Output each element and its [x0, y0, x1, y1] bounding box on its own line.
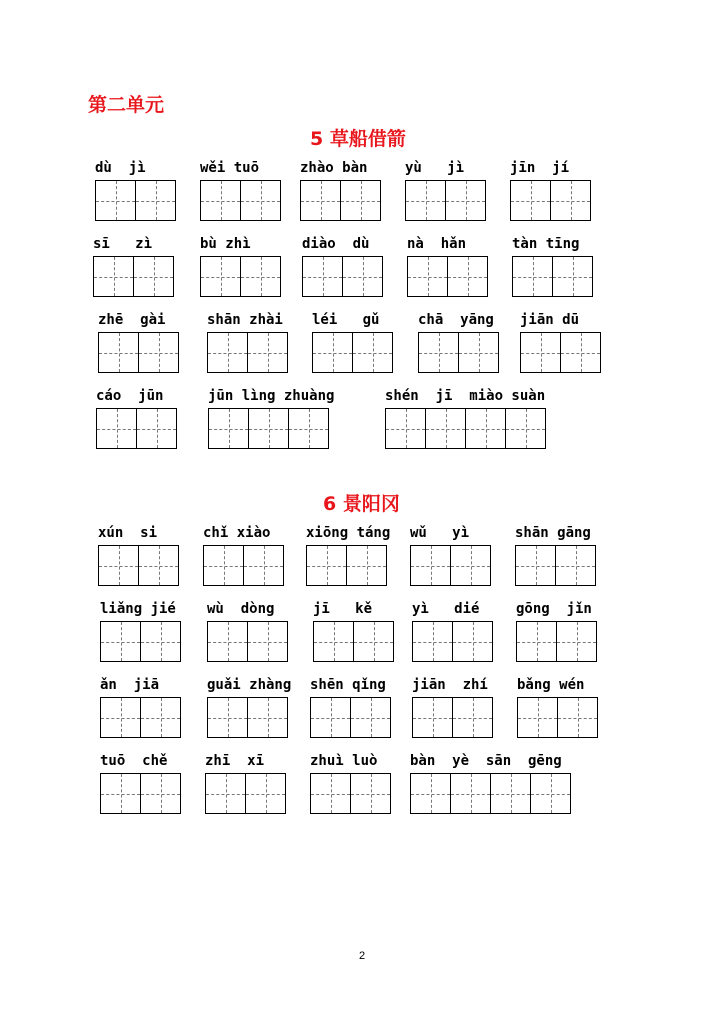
tianzige-box[interactable] [407, 256, 448, 297]
pinyin-label: xiōng táng [306, 525, 391, 541]
writing-grid [517, 697, 598, 738]
writing-grid [310, 773, 391, 814]
tianzige-box[interactable] [240, 180, 281, 221]
tianzige-box[interactable] [100, 697, 141, 738]
pinyin-label: jūn lìng zhuàng [208, 388, 335, 404]
tianzige-box[interactable] [98, 332, 139, 373]
tianzige-box[interactable] [200, 180, 241, 221]
writing-grid [412, 621, 493, 662]
tianzige-box[interactable] [350, 773, 391, 814]
tianzige-box[interactable] [342, 256, 383, 297]
writing-grid [407, 256, 488, 297]
tianzige-box[interactable] [450, 773, 491, 814]
pinyin-label: guǎi zhàng [207, 677, 292, 693]
writing-grid [520, 332, 601, 373]
pinyin-label: nà hǎn [407, 236, 467, 252]
tianzige-box[interactable] [418, 332, 459, 373]
pinyin-label: liǎng jié [100, 601, 176, 617]
tianzige-box[interactable] [306, 545, 347, 586]
tianzige-box[interactable] [240, 256, 281, 297]
tianzige-box[interactable] [100, 773, 141, 814]
tianzige-box[interactable] [310, 773, 351, 814]
tianzige-box[interactable] [302, 256, 343, 297]
tianzige-box[interactable] [557, 697, 598, 738]
pinyin-label: jī kě [313, 601, 373, 617]
pinyin-label: léi gǔ [312, 312, 380, 328]
tianzige-box[interactable] [350, 697, 391, 738]
writing-grid [205, 773, 286, 814]
writing-grid [405, 180, 486, 221]
pinyin-label: wǔ yì [410, 525, 470, 541]
writing-grid [200, 256, 281, 297]
writing-grid [98, 545, 179, 586]
writing-grid [306, 545, 387, 586]
pinyin-label: gōng jǐn [516, 601, 592, 617]
writing-grid [200, 180, 281, 221]
writing-grid [418, 332, 499, 373]
tianzige-box[interactable] [100, 621, 141, 662]
pinyin-label: zhī xī [205, 753, 265, 769]
pinyin-label: yù jì [405, 160, 465, 176]
tianzige-box[interactable] [140, 773, 181, 814]
tianzige-box[interactable] [452, 697, 493, 738]
pinyin-label: shēn qǐng [310, 677, 386, 693]
pinyin-label: dù jì [95, 160, 146, 176]
tianzige-box[interactable] [458, 332, 499, 373]
pinyin-label: chǐ xiào [203, 525, 271, 541]
tianzige-box[interactable] [445, 180, 486, 221]
tianzige-box[interactable] [555, 545, 596, 586]
writing-grid [410, 545, 491, 586]
pinyin-label: diào dù [302, 236, 370, 252]
tianzige-box[interactable] [530, 773, 571, 814]
tianzige-box[interactable] [510, 180, 551, 221]
writing-grid [207, 332, 288, 373]
tianzige-box[interactable] [247, 332, 288, 373]
pinyin-label: jīn jí [510, 160, 570, 176]
tianzige-box[interactable] [505, 408, 546, 449]
tianzige-box[interactable] [346, 545, 387, 586]
pinyin-label: sī zì [93, 236, 153, 252]
pinyin-label: wù dòng [207, 601, 275, 617]
tianzige-box[interactable] [556, 621, 597, 662]
tianzige-box[interactable] [248, 408, 289, 449]
tianzige-box[interactable] [410, 773, 451, 814]
writing-grid [207, 621, 288, 662]
writing-grid [100, 621, 181, 662]
writing-grid [512, 256, 593, 297]
tianzige-box[interactable] [207, 621, 248, 662]
writing-grid [96, 408, 177, 449]
tianzige-box[interactable] [552, 256, 593, 297]
writing-grid [208, 408, 329, 449]
tianzige-box[interactable] [520, 332, 561, 373]
tianzige-box[interactable] [310, 697, 351, 738]
pinyin-label: xún si [98, 525, 158, 541]
tianzige-box[interactable] [410, 545, 451, 586]
pinyin-label: chā yāng [418, 312, 494, 328]
tianzige-box[interactable] [405, 180, 446, 221]
tianzige-box[interactable] [560, 332, 601, 373]
tianzige-box[interactable] [353, 621, 394, 662]
writing-grid [510, 180, 591, 221]
tianzige-box[interactable] [247, 697, 288, 738]
tianzige-box[interactable] [207, 332, 248, 373]
writing-grid [313, 621, 394, 662]
pinyin-label: bù zhì [200, 236, 251, 252]
writing-grid [410, 773, 571, 814]
tianzige-box[interactable] [512, 256, 553, 297]
pinyin-label: cáo jūn [96, 388, 164, 404]
pinyin-label: jiān dū [520, 312, 580, 328]
pinyin-label: wěi tuō [200, 160, 260, 176]
page-number: 2 [358, 950, 366, 962]
pinyin-label: zhào bàn [300, 160, 368, 176]
pinyin-label: yì dié [412, 601, 480, 617]
tianzige-box[interactable] [447, 256, 488, 297]
tianzige-box[interactable] [550, 180, 591, 221]
writing-grid [310, 697, 391, 738]
pinyin-label: zhuì luò [310, 753, 378, 769]
writing-grid [93, 256, 174, 297]
tianzige-box[interactable] [203, 545, 244, 586]
tianzige-box[interactable] [450, 545, 491, 586]
writing-grid [98, 332, 179, 373]
tianzige-box[interactable] [452, 621, 493, 662]
writing-grid [207, 697, 288, 738]
pinyin-label: bǎng wén [517, 677, 585, 693]
writing-grid [203, 545, 284, 586]
tianzige-box[interactable] [140, 621, 181, 662]
writing-grid [100, 773, 181, 814]
tianzige-box[interactable] [135, 180, 176, 221]
writing-grid [312, 332, 393, 373]
tianzige-box[interactable] [313, 621, 354, 662]
tianzige-box[interactable] [93, 256, 134, 297]
pinyin-label: bàn yè sān gēng [410, 753, 562, 769]
tianzige-box[interactable] [207, 697, 248, 738]
tianzige-box[interactable] [517, 697, 558, 738]
tianzige-box[interactable] [412, 697, 453, 738]
pinyin-label: shén jī miào suàn [385, 388, 546, 404]
pinyin-label: shān zhài [207, 312, 283, 328]
tianzige-box[interactable] [515, 545, 556, 586]
tianzige-box[interactable] [133, 256, 174, 297]
writing-grid [300, 180, 381, 221]
tianzige-box[interactable] [516, 621, 557, 662]
tianzige-box[interactable] [245, 773, 286, 814]
tianzige-box[interactable] [340, 180, 381, 221]
lesson-title-6: 6 景阳冈 [323, 493, 400, 515]
writing-grid [515, 545, 596, 586]
tianzige-box[interactable] [300, 180, 341, 221]
tianzige-box[interactable] [205, 773, 246, 814]
tianzige-box[interactable] [247, 621, 288, 662]
tianzige-box[interactable] [96, 408, 137, 449]
tianzige-box[interactable] [138, 545, 179, 586]
tianzige-box[interactable] [490, 773, 531, 814]
tianzige-box[interactable] [352, 332, 393, 373]
tianzige-box[interactable] [243, 545, 284, 586]
tianzige-box[interactable] [140, 697, 181, 738]
tianzige-box[interactable] [412, 621, 453, 662]
tianzige-box[interactable] [138, 332, 179, 373]
pinyin-label: zhē gài [98, 312, 166, 328]
tianzige-box[interactable] [208, 408, 249, 449]
tianzige-box[interactable] [312, 332, 353, 373]
writing-grid [385, 408, 546, 449]
lesson-title-5: 5 草船借箭 [310, 128, 406, 150]
tianzige-box[interactable] [425, 408, 466, 449]
writing-grid [100, 697, 181, 738]
pinyin-label: jiān zhí [412, 677, 488, 693]
tianzige-box[interactable] [200, 256, 241, 297]
tianzige-box[interactable] [288, 408, 329, 449]
tianzige-box[interactable] [465, 408, 506, 449]
pinyin-label: tàn tīng [512, 236, 580, 252]
pinyin-label: tuō chě [100, 753, 168, 769]
pinyin-label: shān gāng [515, 525, 591, 541]
writing-grid [95, 180, 176, 221]
writing-grid [516, 621, 597, 662]
tianzige-box[interactable] [98, 545, 139, 586]
writing-grid [302, 256, 383, 297]
unit-title: 第二单元 [88, 94, 165, 116]
tianzige-box[interactable] [385, 408, 426, 449]
writing-grid [412, 697, 493, 738]
tianzige-box[interactable] [136, 408, 177, 449]
tianzige-box[interactable] [95, 180, 136, 221]
pinyin-label: ǎn jiā [100, 677, 160, 693]
